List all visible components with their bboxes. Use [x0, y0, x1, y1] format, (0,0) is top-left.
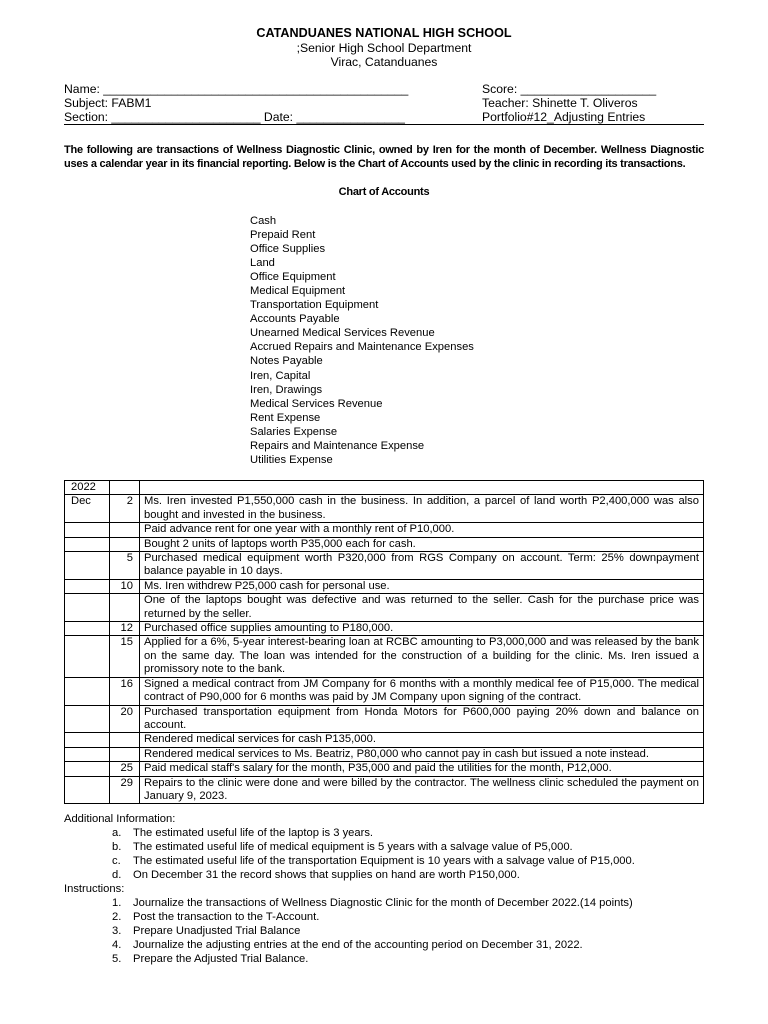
description-cell: Paid medical staff's salary for the month, P35,000 and paid the utilities for the month, P12,000. — [140, 762, 704, 776]
description-cell: Purchased office supplies amounting to P180,000. — [140, 622, 704, 636]
info-item — [64, 826, 684, 840]
description-cell: Signed a medical contract from JM Company for 6 months with a monthly medical fee of P15,000. The medical contract of P90,000 for 6 months was paid by JM Company upon signing of the contract. — [140, 677, 704, 705]
description-cell: Repairs to the clinic were done and were billed by the contractor. The wellness clinic scheduled the payment on January 9, 2023. — [140, 776, 704, 804]
instruction-item — [64, 910, 684, 924]
subject-field: Subject: FABM1 — [64, 96, 152, 110]
month-cell-empty — [65, 776, 110, 804]
account-item: Office Equipment — [250, 271, 336, 284]
list-text: Journalize the adjusting entries at the end of the accounting period on December 31, 2022. — [133, 939, 583, 951]
intro-paragraph: The following are transactions of Wellness Diagnostic Clinic, owned by Iren for the month of December. Wellness Diagnostic uses a calendar year in its financial reporting. Below is the Chart of Accounts used by the clinic in recording its transactions. — [64, 144, 704, 170]
month-cell-empty — [65, 594, 110, 622]
list-marker: 5. — [112, 953, 122, 965]
day-cell: 10 — [110, 579, 140, 593]
list-marker: d. — [112, 869, 122, 881]
section-date-field: Section: ______________________ Date: ________________ — [64, 110, 405, 124]
description-cell: Rendered medical services for cash P135,000. — [140, 733, 704, 747]
table-row — [65, 537, 704, 551]
info-item — [64, 854, 684, 868]
chart-of-accounts-title: Chart of Accounts — [338, 186, 430, 198]
name-field: Name: _____________________________________________ — [64, 82, 409, 96]
table-row — [65, 481, 704, 495]
table-row — [65, 705, 704, 733]
day-cell: 25 — [110, 762, 140, 776]
month-cell-empty — [65, 747, 110, 761]
month-cell-empty — [65, 622, 110, 636]
instructions-title: Instructions: — [64, 883, 125, 895]
month-cell-empty — [65, 537, 110, 551]
month-cell-empty — [65, 523, 110, 537]
list-marker: a. — [112, 827, 122, 839]
day-cell — [110, 747, 140, 761]
description-cell: Applied for a 6%, 5-year interest-bearing loan at RCBC amounting to P3,000,000 and was released by the bank on the same day. The loan was intended for the construction of a building for the clinic. Ms. Iren issued a promissory note to the bank. — [140, 636, 704, 677]
list-marker: c. — [112, 855, 121, 867]
account-item: Iren, Drawings — [250, 383, 323, 396]
day-cell — [110, 594, 140, 622]
teacher-field: Teacher: Shinette T. Oliveros — [482, 96, 638, 110]
table-row — [65, 594, 704, 622]
account-item: Medical Services Revenue — [250, 397, 383, 410]
account-item: Cash — [250, 215, 277, 227]
month-cell-empty — [65, 552, 110, 580]
list-marker: b. — [112, 841, 122, 853]
list-text: On December 31 the record shows that supplies on hand are worth P150,000. — [133, 869, 520, 881]
additional-info-title: Additional Information: — [64, 813, 176, 825]
student-info-block — [64, 82, 704, 124]
additional-section — [64, 812, 684, 966]
table-row — [65, 733, 704, 747]
table-row — [65, 622, 704, 636]
table-row — [65, 579, 704, 593]
account-item: Utilities Expense — [250, 453, 333, 466]
table-row — [65, 495, 704, 523]
account-item: Unearned Medical Services Revenue — [250, 327, 435, 340]
description-cell: Bought 2 units of laptops worth P35,000 each for cash. — [140, 537, 704, 551]
list-text: Post the transaction to the T-Account. — [133, 911, 320, 923]
day-cell — [110, 733, 140, 747]
day-cell: 16 — [110, 677, 140, 705]
day-cell: 29 — [110, 776, 140, 804]
list-text: Journalize the transactions of Wellness Diagnostic Clinic for the month of December 2022.(14 points) — [133, 897, 633, 909]
account-item: Transportation Equipment — [250, 299, 379, 312]
account-item: Notes Payable — [250, 355, 323, 368]
list-marker: 2. — [112, 911, 122, 923]
day-cell: 20 — [110, 705, 140, 733]
department-name: ;Senior High School Department — [296, 40, 472, 55]
table-row — [65, 523, 704, 537]
day-cell: 2 — [110, 495, 140, 523]
document-header — [0, 26, 768, 70]
description-cell: Ms. Iren withdrew P25,000 cash for personal use. — [140, 579, 704, 593]
month-cell-empty — [65, 579, 110, 593]
table-row — [65, 677, 704, 705]
instruction-item — [64, 938, 684, 952]
account-item: Land — [250, 257, 275, 270]
month-cell-empty — [65, 636, 110, 677]
description-cell: Paid advance rent for one year with a monthly rent of P10,000. — [140, 523, 704, 537]
list-text: Prepare Unadjusted Trial Balance — [133, 925, 301, 937]
account-item: Repairs and Maintenance Expense — [250, 439, 425, 452]
description-cell: One of the laptops bought was defective and was returned to the seller. Cash for the purchase price was returned by the seller. — [140, 594, 704, 622]
table-row — [65, 776, 704, 804]
day-cell — [110, 523, 140, 537]
list-text: The estimated useful life of medical equipment is 5 years with a salvage value of P5,000. — [133, 841, 573, 853]
list-text: Prepare the Adjusted Trial Balance. — [133, 953, 309, 965]
description-cell: Rendered medical services to Ms. Beatriz, P80,000 who cannot pay in cash but issued a note instead. — [140, 747, 704, 761]
month-cell-empty — [65, 705, 110, 733]
account-item: Medical Equipment — [250, 285, 346, 298]
score-field: Score: ____________________ — [482, 82, 657, 96]
day-cell: 15 — [110, 636, 140, 677]
instruction-item — [64, 952, 684, 966]
account-item: Accounts Payable — [250, 313, 340, 326]
table-row — [65, 747, 704, 761]
school-name: CATANDUANES NATIONAL HIGH SCHOOL — [256, 26, 512, 40]
month-cell-empty — [65, 677, 110, 705]
instruction-item — [64, 896, 684, 910]
table-row — [65, 552, 704, 580]
day-cell — [110, 537, 140, 551]
list-marker: 1. — [112, 897, 122, 909]
account-item: Rent Expense — [250, 411, 321, 424]
description-cell — [140, 481, 704, 495]
month-cell: Dec — [65, 495, 110, 523]
table-row — [65, 636, 704, 677]
school-location: Virac, Catanduanes — [330, 55, 438, 69]
account-item: Accrued Repairs and Maintenance Expenses — [250, 341, 474, 354]
account-item: Iren, Capital — [250, 369, 311, 382]
instruction-item — [64, 924, 684, 938]
year-cell: 2022 — [65, 481, 110, 495]
info-item — [64, 868, 684, 882]
list-text: The estimated useful life of the laptop is 3 years. — [133, 827, 374, 839]
header-divider — [64, 124, 704, 125]
description-cell: Purchased medical equipment worth P320,000 from RGS Company on account. Term: 25% downpayment balance payable in 10 days. — [140, 552, 704, 580]
account-item: Prepaid Rent — [250, 229, 316, 242]
table-row — [65, 762, 704, 776]
account-item: Office Supplies — [250, 243, 326, 256]
chart-of-accounts-list — [250, 214, 474, 467]
description-cell: Ms. Iren invested P1,550,000 cash in the business. In addition, a parcel of land worth P2,400,000 was also bought and invested in the business. — [140, 495, 704, 523]
account-item: Salaries Expense — [250, 425, 338, 438]
description-cell: Purchased transportation equipment from Honda Motors for P600,000 paying 20% down and balance on account. — [140, 705, 704, 733]
list-text: The estimated useful life of the transportation Equipment is 10 years with a salvage value of P15,000. — [133, 855, 635, 867]
info-item — [64, 840, 684, 854]
list-marker: 3. — [112, 925, 122, 937]
day-cell — [110, 481, 140, 495]
day-cell: 5 — [110, 552, 140, 580]
month-cell-empty — [65, 733, 110, 747]
list-marker: 4. — [112, 939, 122, 951]
day-cell: 12 — [110, 622, 140, 636]
portfolio-field: Portfolio#12_Adjusting Entries — [482, 110, 646, 124]
month-cell-empty — [65, 762, 110, 776]
transactions-table — [64, 480, 704, 804]
